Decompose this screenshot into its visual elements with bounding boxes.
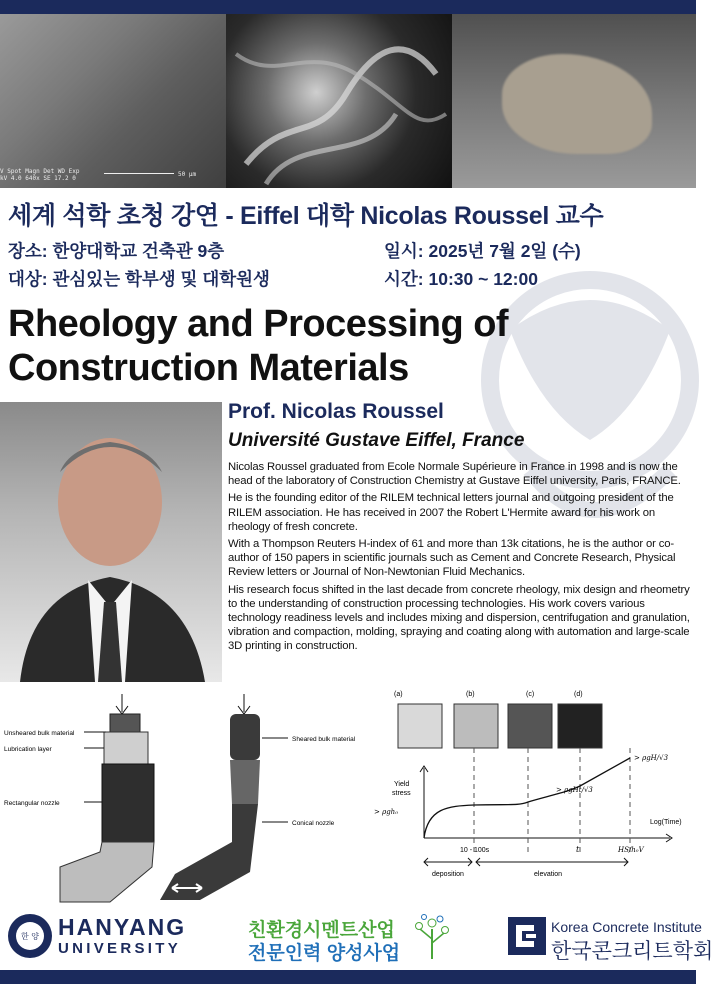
- tick-2: t: [576, 845, 580, 854]
- panel-d-label: (d): [574, 691, 583, 698]
- headline: 세계 석학 초청 강연 - Eiffel 대학 Nicolas Roussel 교수: [8, 202, 604, 230]
- lecture-title-line1: Rheology and Processing of: [8, 303, 509, 345]
- info-place: 장소: 한양대학교 건축관 9층: [8, 241, 225, 261]
- hanyang-university: UNIVERSITY: [58, 940, 182, 957]
- down-arrow-icon: [238, 694, 250, 714]
- hanyang-name: HANYANG: [58, 914, 187, 940]
- speaker-affiliation: Université Gustave Eiffel, France: [228, 430, 525, 451]
- ylabel-stress: stress: [392, 790, 411, 797]
- speaker-portrait: [0, 402, 222, 682]
- kci-english-name: Korea Concrete Institute: [551, 919, 702, 935]
- sem-scale-label: 50 μm: [178, 171, 197, 178]
- panel-b-label: (b): [466, 691, 475, 698]
- label-conical: Conical nozzle: [292, 820, 335, 827]
- tree-icon: [412, 913, 452, 961]
- bio-paragraph: He is the founding editor of the RILEM technical letters journal and outgoing president of the RILEM association. He has received in 2007 the Robert L'Hermite award for his work on rheology of fresh concrete.: [228, 492, 674, 533]
- particle-panel-b: [454, 704, 498, 748]
- level-2: > ρgHt/√3: [556, 786, 593, 794]
- label-unsheared: Unsheared bulk material: [4, 730, 75, 737]
- ylabel-yield: Yield: [394, 781, 410, 788]
- svg-text:한 양: 한 양: [21, 932, 39, 941]
- bio-paragraph: His research focus shifted in the last decade from concrete rheology, mix design and rheometry to the understanding of construction processing technologies. His work covers various technology readiness levels and includes mixing and dispersion, centrifugation and granulation, vibration and compaction, molding, spraying and coating along with automation and large-scale 3D printing in construction.: [228, 583, 690, 653]
- photo-banner: [0, 14, 696, 188]
- sem-readout-line1: V Spot Magn Det WD Exp: [0, 168, 80, 175]
- top-bar: [0, 0, 696, 14]
- speaker-bio: [228, 460, 692, 657]
- tick-1: 10 - 100s: [460, 847, 490, 854]
- lecture-title-line2: Construction Materials: [8, 347, 409, 389]
- info-audience: 대상: 관심있는 학부생 및 대학원생: [8, 269, 270, 289]
- particle-panel-a: [398, 704, 442, 748]
- green-program-line1: 친환경시멘트산업: [248, 920, 395, 941]
- label-rect-nozzle: Rectangular nozzle: [4, 800, 60, 807]
- phase-elevation: elevation: [534, 871, 563, 878]
- label-lubrication: Lubrication layer: [4, 746, 52, 753]
- fiber-micrograph-photo: [226, 14, 452, 188]
- level-3: > ρgH/√3: [634, 754, 669, 762]
- bio-paragraph: Nicolas Roussel graduated from Ecole Normale Supérieure in France in 1998 and is now the head of the laboratory of Construction Chemistry at Gustave Eiffel university, Paris, FRANCE.: [228, 461, 681, 488]
- info-date: 일시: 2025년 7월 2일 (수): [384, 241, 581, 261]
- particle-panel-c: [508, 704, 552, 748]
- label-sheared: Sheared bulk material: [292, 736, 356, 743]
- down-arrow-icon: [116, 694, 128, 714]
- sem-readout: [0, 168, 79, 182]
- sem-scale-bar: [104, 173, 174, 174]
- kci-korean-name: 한국콘크리트학회: [551, 940, 713, 963]
- particle-panel-d: [558, 704, 602, 748]
- sem-micrograph-photo: [0, 14, 226, 188]
- bottom-bar: [0, 970, 696, 984]
- nozzle-diagram: [0, 692, 390, 908]
- fiber-texture: [226, 14, 452, 188]
- panel-c-label: (c): [526, 691, 535, 698]
- kci-logo-icon: [508, 917, 546, 955]
- tick-3: HS/h₀V: [618, 846, 644, 854]
- portrait-figure: [0, 402, 222, 682]
- hanyang-seal-logo: [6, 912, 54, 960]
- concrete-mound: [502, 54, 652, 154]
- panel-a-label: (a): [394, 691, 403, 698]
- yield-stress-diagram: [358, 688, 696, 908]
- bio-paragraph: With a Thompson Reuters H-index of 61 and more than 13k citations, he is the author or co-author of 150 papers in scientific journals such as Cement and Concrete Research, Physical Review letters or Journal of Non-Newtonian Fluid Mechanics.: [228, 538, 676, 579]
- concrete-sample-photo: [452, 14, 696, 188]
- phase-deposition: deposition: [432, 871, 464, 878]
- info-time: 시간: 10:30 ~ 12:00: [384, 269, 538, 289]
- sem-readout-line2: kV 4.0 640x SE 17.2 0: [0, 175, 76, 182]
- yield-curve: [424, 758, 630, 838]
- lecture-title: [8, 302, 508, 390]
- green-program-line2: 전문인력 양성사업: [248, 943, 401, 964]
- xlabel: Log(Time): [650, 819, 682, 826]
- level-1: > ρgh₀: [374, 808, 399, 816]
- speaker-name: Prof. Nicolas Roussel: [228, 400, 444, 423]
